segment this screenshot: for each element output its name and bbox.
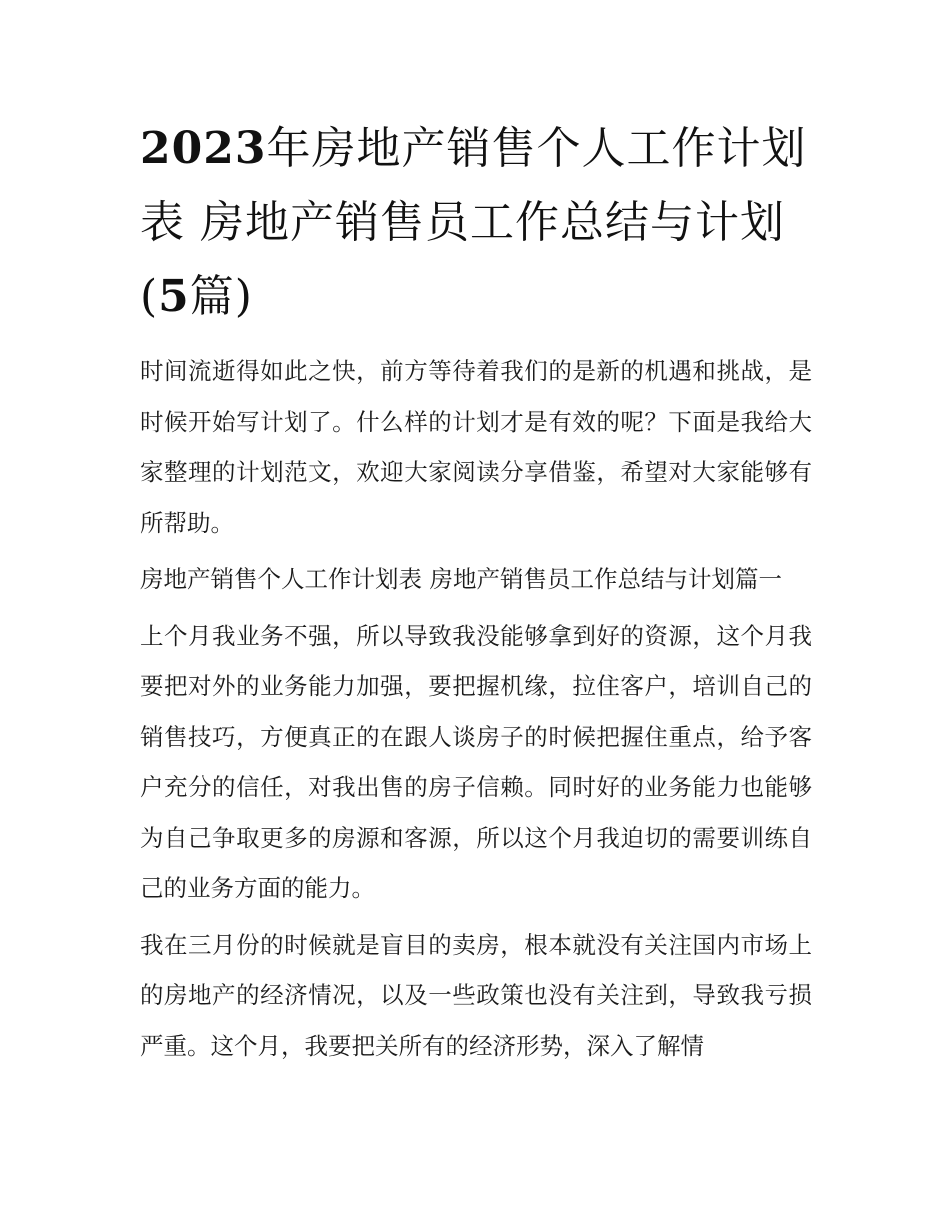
title-year: 2023 [140, 123, 267, 174]
body-paragraph: 我在三月份的时候就是盲目的卖房，根本就没有关注国内市场上的房地产的经济情况，以及一些政策也没有关注到，导致我亏损严重。这个月，我要把关所有的经济形势，深入了解情 [140, 930, 812, 1060]
title-text: 年房地产销售个人工作计划表 房地产销售员工作总结与计划( [140, 123, 807, 322]
title-count: 5 [158, 271, 190, 322]
title-suffix: 篇) [189, 271, 253, 322]
document-title [140, 112, 812, 334]
body-paragraph: 上个月我业务不强，所以导致我没能够拿到好的资源，这个月我要把对外的业务能力加强，要把握机缘，拉住客户，培训自己的销售技巧，方便真正的在跟人谈房子的时候把握住重点，给予客户充分的信任，对我出售的房子信赖。同时好的业务能力也能够为自己争取更多的房源和客源，所以这个月我迫切的需要训练自己的业务方面的能力。 [140, 621, 812, 902]
section-heading: 房地产销售个人工作计划表 房地产销售员工作总结与计划篇一 [140, 565, 782, 593]
intro-paragraph: 时间流逝得如此之快，前方等待着我们的是新的机遇和挑战，是时候开始写计划了。什么样的计划才是有效的呢？下面是我给大家整理的计划范文，欢迎大家阅读分享借鉴，希望对大家能够有所帮助。 [140, 357, 812, 537]
document-page [140, 112, 812, 1071]
